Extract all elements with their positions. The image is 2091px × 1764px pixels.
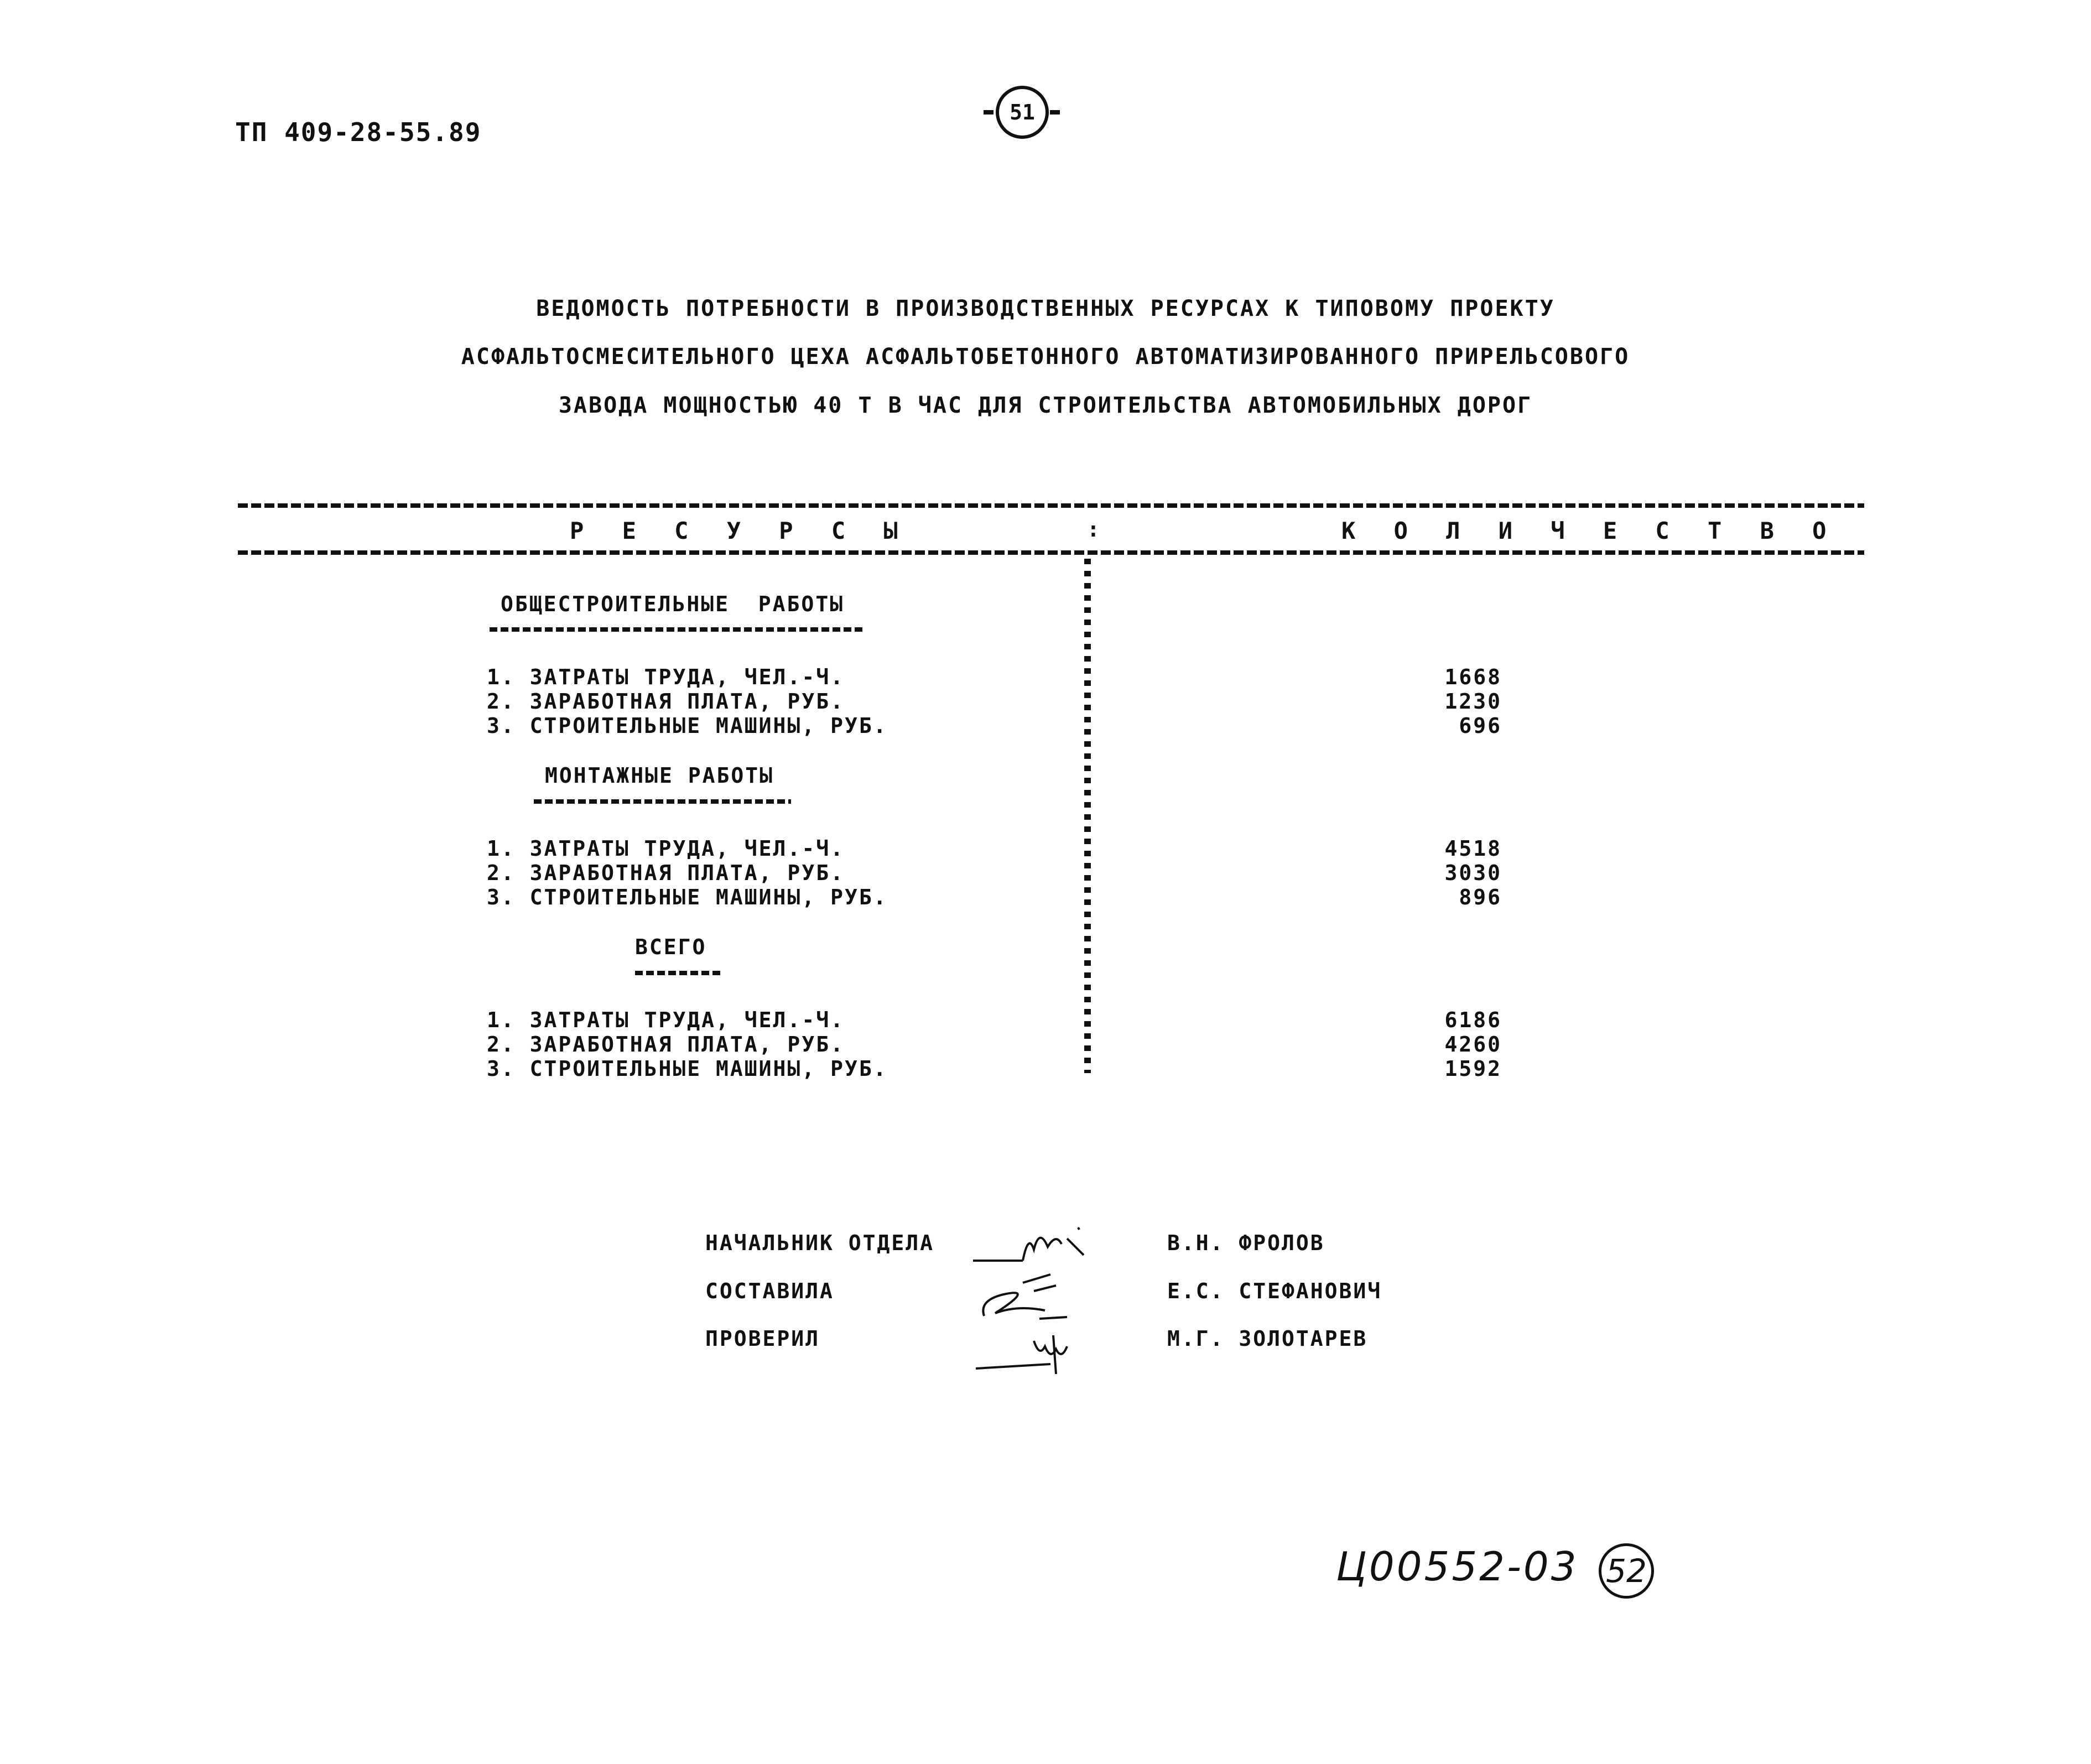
page-number xyxy=(990,86,1057,141)
section-underline-assembly xyxy=(534,799,791,804)
table-row-value: 4260 xyxy=(1444,1032,1502,1057)
table-row-value: 696 xyxy=(1459,714,1502,738)
column-header-resources: Р Е С У Р С Ы xyxy=(570,517,910,544)
signature-mark-checked xyxy=(963,1319,1106,1382)
table-row-label: 1. ЗАТРАТЫ ТРУДА, ЧЕЛ.-Ч. xyxy=(487,665,845,689)
table-row-label: 2. ЗАРАБОТНАЯ ПЛАТА, РУБ. xyxy=(487,1032,845,1057)
signature-role-compiled: СОСТАВИЛА xyxy=(705,1279,834,1303)
document-code: ТП 409-28-55.89 xyxy=(235,117,482,147)
table-row-label: 1. ЗАТРАТЫ ТРУДА, ЧЕЛ.-Ч. xyxy=(487,836,845,861)
table-row-label: 3. СТРОИТЕЛЬНЫЕ МАШИНЫ, РУБ. xyxy=(487,885,888,909)
section-underline-general xyxy=(490,627,866,632)
table-row-label: 3. СТРОИТЕЛЬНЫЕ МАШИНЫ, РУБ. xyxy=(487,714,888,738)
title-line-1: ВЕДОМОСТЬ ПОТРЕБНОСТИ В ПРОИЗВОДСТВЕННЫХ РЕСУРСАХ К ТИПОВОМУ ПРОЕКТУ xyxy=(536,296,1555,321)
table-header-rule xyxy=(238,550,1864,555)
table-row-label: 2. ЗАРАБОТНАЯ ПЛАТА, РУБ. xyxy=(487,861,845,885)
table-row-value: 1592 xyxy=(1444,1057,1502,1081)
section-title-assembly: МОНТАЖНЫЕ РАБОТЫ xyxy=(545,763,774,788)
archive-page-number: 52 xyxy=(1599,1543,1654,1599)
section-title-general: ОБЩЕСТРОИТЕЛЬНЫЕ РАБОТЫ xyxy=(501,592,845,616)
page-number-dash-left xyxy=(984,110,994,115)
page-number-dash-right xyxy=(1050,110,1060,115)
title-line-2: АСФАЛЬТОСМЕСИТЕЛЬНОГО ЦЕХА АСФАЛЬТОБЕТОННОГО АВТОМАТИЗИРОВАННОГО ПРИРЕЛЬСОВОГО xyxy=(461,344,1630,370)
table-row-label: 3. СТРОИТЕЛЬНЫЕ МАШИНЫ, РУБ. xyxy=(487,1057,888,1081)
signature-name-compiled: Е.С. СТЕФАНОВИЧ xyxy=(1167,1279,1382,1303)
table-row-value: 4518 xyxy=(1444,836,1502,861)
column-separator xyxy=(1084,559,1091,1073)
table-row-value: 6186 xyxy=(1444,1008,1502,1032)
section-title-total: ВСЕГО xyxy=(635,935,707,959)
column-header-separator: : xyxy=(1087,517,1112,542)
table-row-label: 1. ЗАТРАТЫ ТРУДА, ЧЕЛ.-Ч. xyxy=(487,1008,845,1032)
table-row-value: 1230 xyxy=(1444,689,1502,714)
title-line-3: ЗАВОДА МОЩНОСТЬЮ 40 Т В ЧАС ДЛЯ СТРОИТЕЛЬСТВА АВТОМОБИЛЬНЫХ ДОРОГ xyxy=(558,393,1533,418)
table-row-value: 1668 xyxy=(1444,665,1502,689)
page-number-circle: 51 xyxy=(996,86,1049,139)
signature-name-checked: М.Г. ЗОЛОТАРЕВ xyxy=(1167,1326,1368,1351)
table-top-rule xyxy=(238,503,1864,508)
signature-role-checked: ПРОВЕРИЛ xyxy=(705,1326,820,1351)
signature-role-head: НАЧАЛЬНИК ОТДЕЛА xyxy=(705,1231,935,1255)
table-row-label: 2. ЗАРАБОТНАЯ ПЛАТА, РУБ. xyxy=(487,689,845,714)
section-underline-total xyxy=(635,971,721,975)
table-row-value: 896 xyxy=(1459,885,1502,909)
table-row-value: 3030 xyxy=(1444,861,1502,885)
column-header-quantity: К О Л И Ч Е С Т В О xyxy=(1341,517,1839,544)
signature-name-head: В.Н. ФРОЛОВ xyxy=(1167,1231,1325,1255)
archive-code: Ц00552-03 xyxy=(1336,1543,1579,1590)
